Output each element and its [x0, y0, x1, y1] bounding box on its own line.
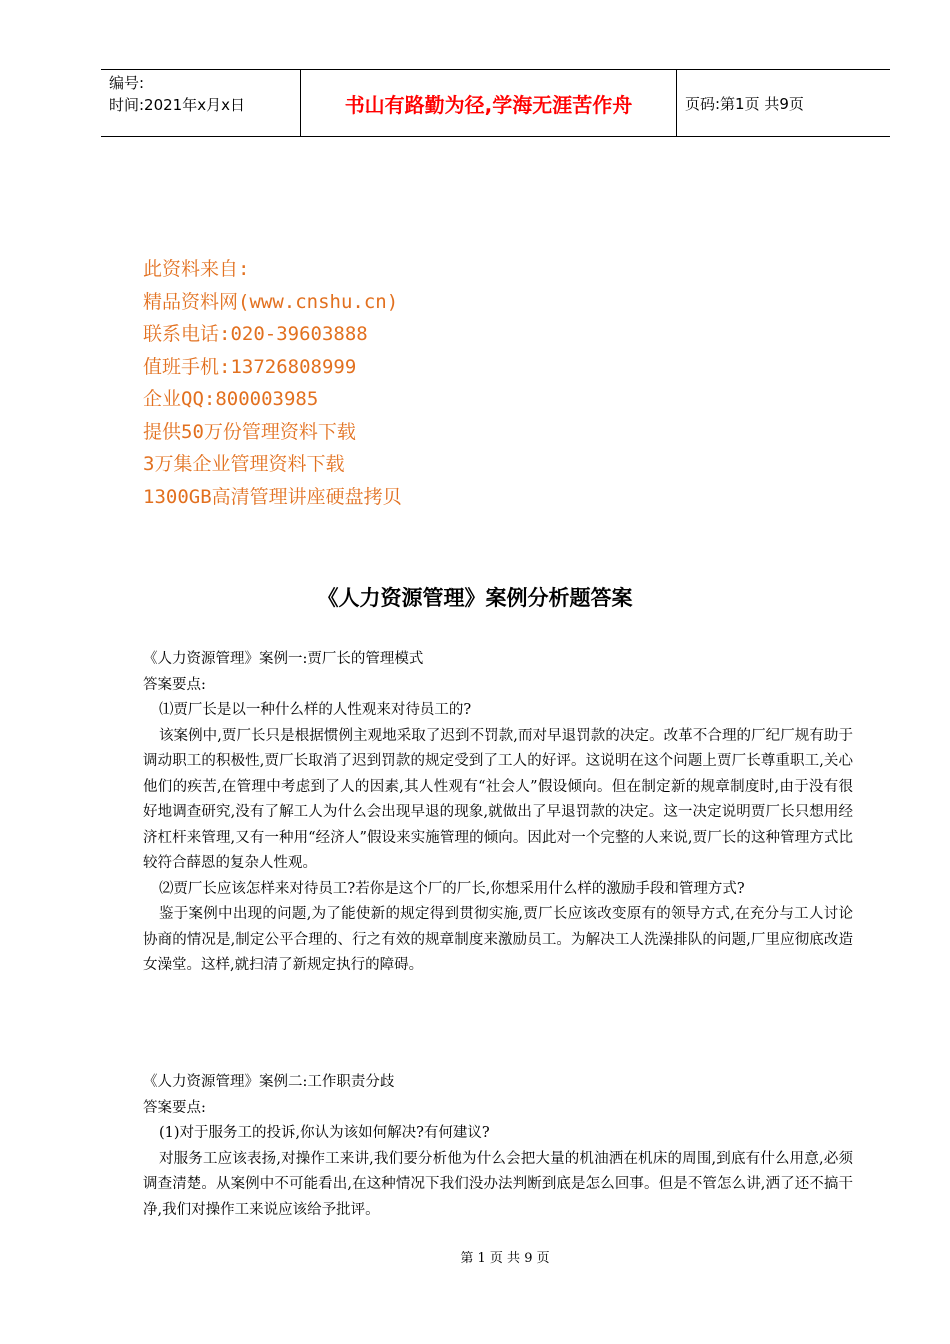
promo-line: 精品资料网(www.cnshu.cn)	[143, 290, 399, 313]
case2-section	[143, 1070, 853, 1223]
page-header	[101, 69, 890, 137]
header-page-info: 页码:第1页 共9页	[685, 94, 804, 113]
promo-line: 此资料来自:	[143, 258, 250, 280]
promo-line: 联系电话:020-39603888	[143, 323, 368, 345]
number-label: 编号:	[109, 74, 145, 92]
header-meta-cell	[101, 70, 301, 136]
promo-block	[143, 253, 402, 513]
case1-answer-label: 答案要点:	[143, 676, 206, 693]
case1-section	[143, 647, 853, 979]
case2-answer-1: 对服务工应该表扬,对操作工来讲,我们要分析他为什么会把大量的机油洒在机床的周围,到底有什么用意,必须调查清楚。从案例中不可能看出,在这种情况下我们没办法判断到底是怎么回事。但是不管怎么讲,洒了还不搞干净,我们对操作工来说应该给予批评。	[143, 1150, 853, 1218]
time-label: 时间:2021年x月x日	[109, 96, 245, 114]
case1-answer-2: 鉴于案例中出现的问题,为了能使新的规定得到贯彻实施,贾厂长应该改变原有的领导方式,在充分与工人讨论协商的情况是,制定公平合理的、行之有效的规章制度来激励员工。为解决工人洗澡排队的问题,厂里应彻底改造女澡堂。这样,就扫清了新规定执行的障碍。	[143, 906, 853, 973]
header-motto: 书山有路勤为径,学海无涯苦作舟	[301, 70, 677, 136]
case1-question-1: ⑴贾厂长是以一种什么样的人性观来对待员工的?	[158, 702, 472, 718]
case2-question-1: (1)对于服务工的投诉,你认为该如何解决?有何建议?	[158, 1125, 490, 1141]
page-footer: 第 1 页 共 9 页	[460, 1251, 550, 1266]
case2-answer-label: 答案要点:	[143, 1099, 206, 1116]
case2-heading: 《人力资源管理》案例二:工作职责分歧	[143, 1074, 395, 1090]
case1-question-2: ⑵贾厂长应该怎样来对待员工?若你是这个厂的厂长,你想采用什么样的激励手段和管理方式?	[158, 880, 745, 897]
document-title: 《人力资源管理》案例分析题答案	[317, 586, 633, 610]
promo-line: 值班手机:13726808999	[143, 355, 357, 378]
promo-line: 企业QQ:800003985	[143, 388, 319, 410]
case1-heading: 《人力资源管理》案例一:贾厂长的管理模式	[143, 651, 424, 667]
promo-line: 提供50万份管理资料下载	[143, 420, 356, 443]
promo-line: 3万集企业管理资料下载	[143, 453, 345, 475]
case1-answer-1: 该案例中,贾厂长只是根据惯例主观地采取了迟到不罚款,而对早退罚款的决定。改革不合理的厂纪厂规有助于调动职工的积极性,贾厂长取消了迟到罚款的规定受到了工人的好评。这说明在这个问题上贾厂长尊重职工,关心他们的疾苦,在管理中考虑到了人的因素,其人性观有“社会人”假设倾向。但在制定新的规章制度时,由于没有很好地调查研究,没有了解工人为什么会出现早退的现象,就做出了早退罚款的决定。这一决定说明贾厂长只想用经济杠杆来管理,又有一种用“经济人”假设来实施管理的倾向。因此对一个完整的人来说,贾厂长的这种管理方式比较符合薛恩的复杂人性观。	[143, 727, 853, 871]
promo-line: 1300GB高清管理讲座硬盘拷贝	[143, 485, 402, 508]
